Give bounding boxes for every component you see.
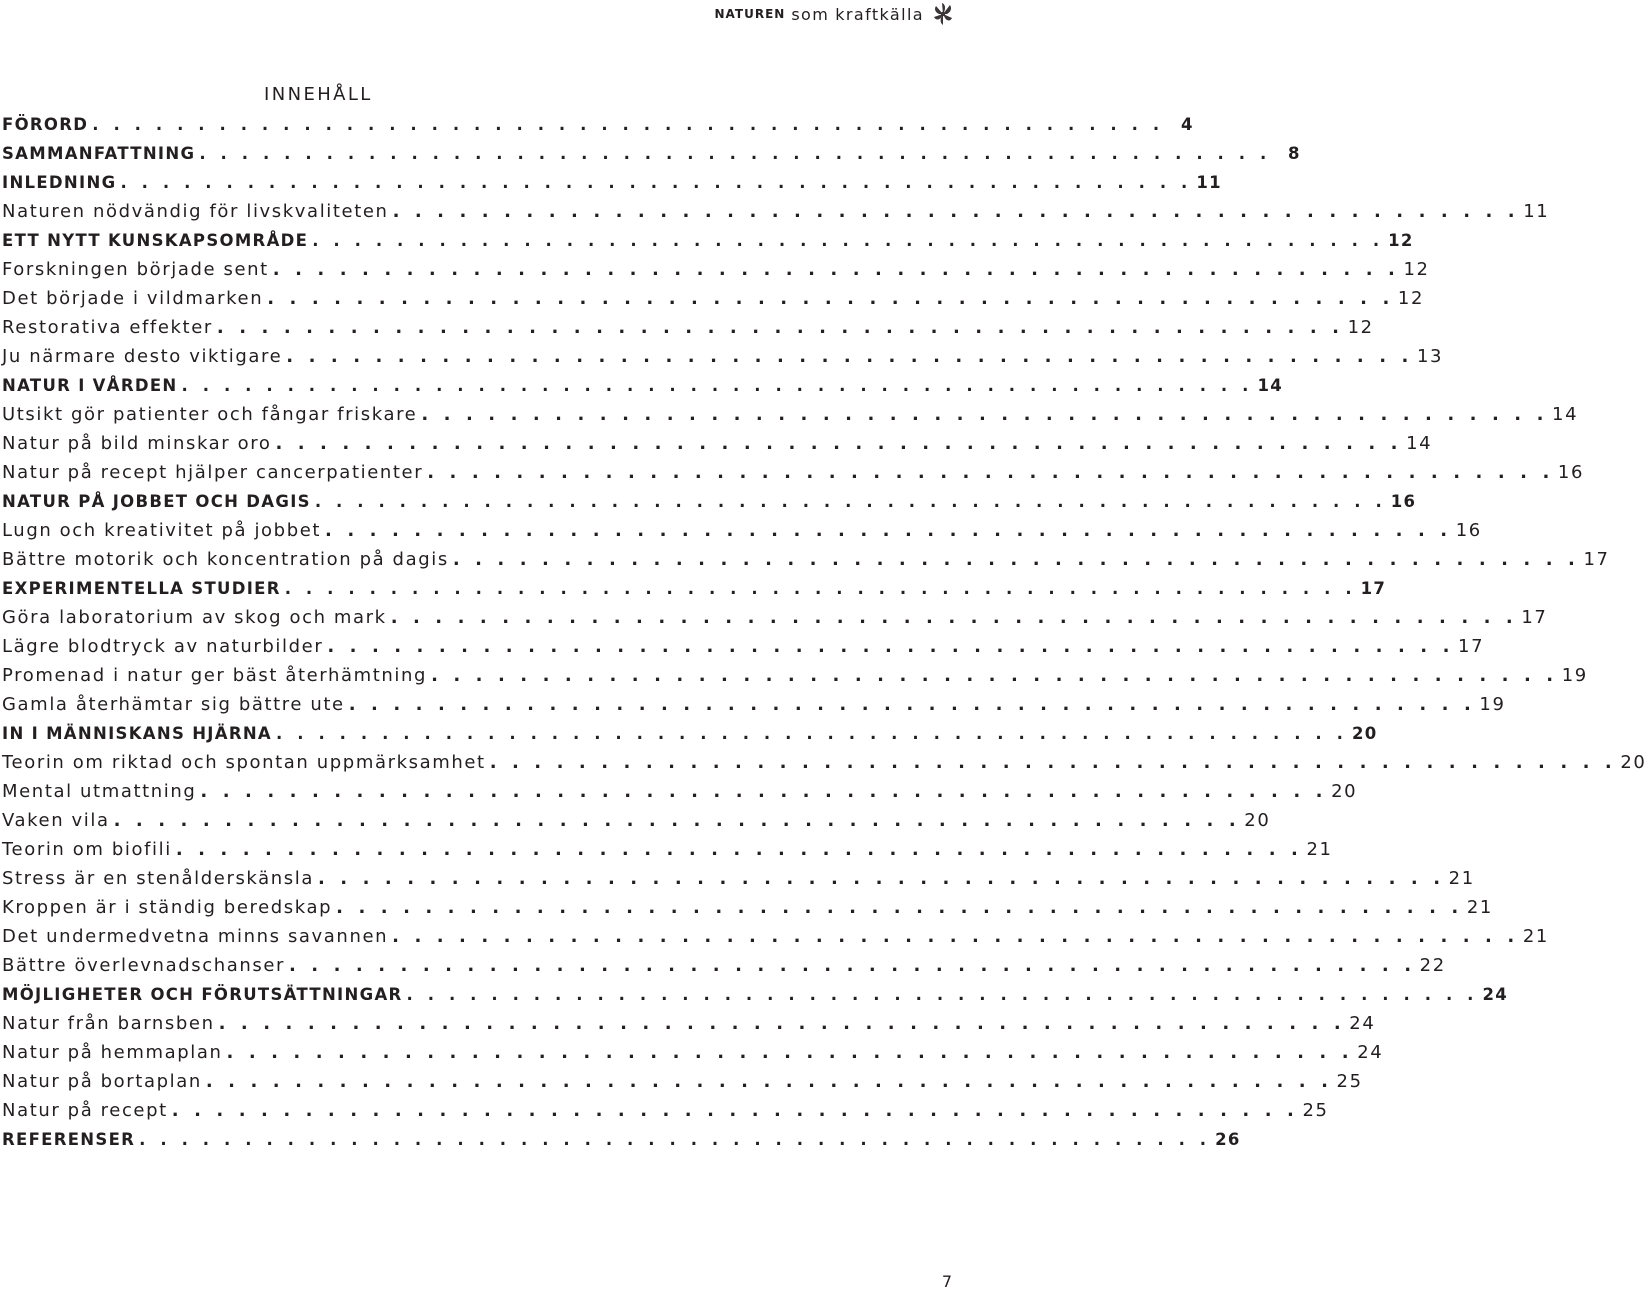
toc-subsection-entry[interactable] [2,400,1579,429]
toc-subsection-entry[interactable] [2,197,1550,226]
toc-entry-title: Lägre blodtryck av naturbilder [2,636,324,657]
toc-entry-title: Gamla återhämtar sig bättre ute [2,694,345,715]
toc-entry-page-number: 17 [1521,607,1548,628]
leaf-cluster-icon [930,2,956,26]
toc-entry-page-number: 17 [1458,636,1485,657]
toc-dot-leader: . . . . . . . . . . . . . . . . . . . . . . . . . . . . . . . . . . . . . . . . . . . . . . . . . . . [390,607,1518,628]
toc-entry-page-number: 16 [1390,492,1417,511]
toc-dot-leader: . . . . . . . . . . . . . . . . . . . . . . . . . . . . . . . . . . . . . . . . . . . . . . . . . . . [452,549,1580,570]
toc-subsection-entry[interactable] [2,516,1482,545]
toc-entry-title: Natur på hemmaplan [2,1042,223,1063]
toc-entry-title: SAMMANFATTNING [2,144,196,163]
toc-dot-leader: . . . . . . . . . . . . . . . . . . . . . . . . . . . . . . . . . . . . . . . . . . . . . . . . . . . [276,724,1348,743]
toc-subsection-entry[interactable] [2,777,1358,806]
toc-dot-leader: . . . . . . . . . . . . . . . . . . . . . . . . . . . . . . . . . . . . . . . . . . . . . . . . . . . [312,231,1384,250]
toc-section-entry[interactable] [2,226,1414,255]
toc-subsection-entry[interactable] [2,429,1433,458]
toc-entry-page-number: 20 [1331,781,1358,802]
toc-dot-leader: . . . . . . . . . . . . . . . . . . . . . . . . . . . . . . . . . . . . . . . . . . . . . . . . . . . [336,897,1463,918]
toc-dot-leader: . . . . . . . . . . . . . . . . . . . . . . . . . . . . . . . . . . . . . . . . . . . . . . . . . . . [406,985,1479,1004]
toc-subsection-entry[interactable] [2,690,1506,719]
toc-entry-page-number: 24 [1357,1042,1384,1063]
toc-entry-page-number: 17 [1583,549,1610,570]
toc-entry-page-number: 12 [1403,259,1430,280]
toc-entry-page-number: 26 [1215,1130,1241,1149]
toc-entry-page-number: 20 [1351,724,1378,743]
toc-entry-title: Bättre motorik och koncentration på dagis [2,549,449,570]
toc-dot-leader: . . . . . . . . . . . . . . . . . . . . . . . . . . . . . . . . . . . . . . . . . . . . . . . . . . . [284,579,1357,598]
toc-entry-page-number: 24 [1482,985,1509,1004]
toc-entry-title: Det började i vildmarken [2,288,264,309]
toc-subsection-entry[interactable] [2,1038,1384,1067]
toc-dot-leader: . . . . . . . . . . . . . . . . . . . . . . . . . . . . . . . . . . . . . . . . . . . . . . . . . . . [175,839,1303,860]
header-title-word-3: kraftkälla [835,4,924,24]
toc-section-entry[interactable] [2,719,1378,748]
toc-entry-title: Stress är en stenålderskänsla [2,868,314,889]
toc-dot-leader: . . . . . . . . . . . . . . . . . . . . . . . . . . . . . . . . . . . . . . . . . . . . . . . . . . . [226,1042,1354,1063]
toc-entry-title: Promenad i natur ger bäst återhämtning [2,665,428,686]
toc-entry-title: Det undermedvetna minns savannen [2,926,389,947]
toc-entry-title: Naturen nödvändig för livskvaliteten [2,201,389,222]
toc-entry-title: Bättre överlevnadschanser [2,955,285,976]
toc-subsection-entry[interactable] [2,835,1333,864]
toc-entry-title: Teorin om riktad och spontan uppmärksamhet [2,752,486,773]
toc-dot-leader: . . . . . . . . . . . . . . . . . . . . . . . . . . . . . . . . . . . . . . . . . . . . . . . . . . . [120,173,1192,192]
toc-section-entry[interactable] [2,168,1222,197]
toc-entry-page-number: 16 [1455,520,1482,541]
toc-section-entry[interactable] [2,574,1387,603]
toc-dot-leader: . . . . . . . . . . . . . . . . . . . . . . . . . . . . . . . . . . . . . . . . . . . . . . . . . . . [92,115,1164,134]
toc-entry-title: Lugn och kreativitet på jobbet [2,520,322,541]
toc-entry-title: MÖJLIGHETER OCH FÖRUTSÄTTNINGAR [2,985,403,1004]
toc-entry-page-number: 8 [1288,144,1301,163]
toc-dot-leader: . . . . . . . . . . . . . . . . . . . . . . . . . . . . . . . . . . . . . . . . . . . . . . . . . . . [272,259,1400,280]
toc-entry-title: ETT NYTT KUNSKAPSOMRÅDE [2,231,309,250]
toc-dot-leader: . . . . . . . . . . . . . . . . . . . . . . . . . . . . . . . . . . . . . . . . . . . . . . . . . . . [348,694,1476,715]
toc-dot-leader: . . . . . . . . . . . . . . . . . . . . . . . . . . . . . . . . . . . . . . . . . . . . . . . . . . . [325,520,1452,541]
toc-entry-page-number: 11 [1196,173,1222,192]
table-of-contents [2,110,1646,1154]
toc-entry-title: Natur från barnsben [2,1013,215,1034]
toc-heading: INNEHÅLL [264,84,373,105]
toc-entry-page-number: 11 [1523,201,1550,222]
toc-entry-page-number: 14 [1552,404,1579,425]
toc-entry-page-number: 14 [1257,376,1284,395]
toc-subsection-entry[interactable] [2,255,1430,284]
toc-entry-title: Forskningen började sent [2,259,269,280]
toc-section-entry[interactable] [2,487,1417,516]
toc-dot-leader: . . . . . . . . . . . . . . . . . . . . . . . . . . . . . . . . . . . . . . . . . . . . . . . . . . . [427,462,1554,483]
toc-entry-page-number: 21 [1306,839,1333,860]
toc-entry-page-number: 17 [1360,579,1387,598]
toc-entry-page-number: 20 [1620,752,1646,773]
toc-subsection-entry[interactable] [2,632,1485,661]
toc-section-entry[interactable] [2,371,1284,400]
toc-entry-title: Kroppen är i ständig beredskap [2,897,333,918]
toc-entry-page-number: 19 [1479,694,1506,715]
toc-entry-title: NATUR PÅ JOBBET OCH DAGIS [2,492,311,511]
toc-entry-title: NATUR I VÅRDEN [2,376,178,395]
toc-entry-page-number: 22 [1419,955,1446,976]
toc-entry-page-number: 25 [1302,1100,1329,1121]
toc-dot-leader: . . . . . . . . . . . . . . . . . . . . . . . . . . . . . . . . . . . . . . . . . . . . . . . . . . . [218,1013,1346,1034]
toc-entry-title: Teorin om biofili [2,839,172,860]
toc-entry-page-number: 25 [1336,1071,1363,1092]
toc-subsection-entry[interactable] [2,806,1271,835]
toc-entry-page-number: 16 [1557,462,1584,483]
toc-subsection-entry[interactable] [2,313,1374,342]
toc-entry-page-number: 21 [1522,926,1549,947]
toc-entry-title: Vaken vila [2,810,110,831]
toc-dot-leader: . . . . . . . . . . . . . . . . . . . . . . . . . . . . . . . . . . . . . . . . . . . . . . . . . . . [275,433,1403,454]
toc-entry-title: Natur på bild minskar oro [2,433,272,454]
toc-dot-leader: . . . . . . . . . . . . . . . . . . . . . . . . . . . . . . . . . . . . . . . . . . . . . . . . . . . [421,404,1549,425]
page-number: 7 [941,1272,952,1291]
toc-entry-title: REFERENSER [2,1130,136,1149]
toc-entry-page-number: 21 [1466,897,1493,918]
toc-subsection-entry[interactable] [2,748,1646,777]
toc-entry-title: Natur på bortaplan [2,1071,202,1092]
toc-dot-leader: . . . . . . . . . . . . . . . . . . . . . . . . . . . . . . . . . . . . . . . . . . . . . . . . . . . [200,781,1328,802]
toc-entry-page-number: 4 [1180,115,1194,134]
toc-entry-title: FÖRORD [2,115,89,134]
toc-entry-title: Göra laboratorium av skog och mark [2,607,387,628]
toc-subsection-entry[interactable] [2,458,1584,487]
toc-dot-leader: . . . . . . . . . . . . . . . . . . . . . . . . . . . . . . . . . . . . . . . . . . . . . . . . . . . [327,636,1455,657]
toc-entry-title: INLEDNING [2,173,117,192]
toc-dot-leader: . . . . . . . . . . . . . . . . . . . . . . . . . . . . . . . . . . . . . . . . . . . . . . . . . . . [267,288,1394,309]
toc-subsection-entry[interactable] [2,603,1548,632]
toc-entry-page-number: 12 [1388,231,1414,250]
toc-entry-page-number: 12 [1347,317,1374,338]
toc-dot-leader: . . . . . . . . . . . . . . . . . . . . . . . . . . . . . . . . . . . . . . . . . . . . . . . . . . . [431,665,1558,686]
toc-subsection-entry[interactable] [2,284,1425,313]
toc-subsection-entry[interactable] [2,864,1475,893]
toc-dot-leader: . . . . . . . . . . . . . . . . . . . . . . . . . . . . . . . . . . . . . . . . . . . . . . . . . . . [139,1130,1211,1149]
toc-entry-title: EXPERIMENTELLA STUDIER [2,579,281,598]
toc-entry-title: IN I MÄNNISKANS HJÄRNA [2,724,273,743]
toc-section-entry[interactable] [2,1125,1241,1154]
toc-entry-title: Utsikt gör patienter och fångar friskare [2,404,418,425]
toc-dot-leader: . . . . . . . . . . . . . . . . . . . . . . . . . . . . . . . . . . . . . . . . . . . . . . . . . . . [286,346,1413,367]
toc-dot-leader: . . . . . . . . . . . . . . . . . . . . . . . . . . . . . . . . . . . . . . . . . . . . . . . . . . . [314,492,1387,511]
toc-section-entry[interactable] [2,139,1301,168]
toc-section-entry[interactable] [2,110,1194,139]
toc-entry-title: Restorativa effekter [2,317,213,338]
toc-dot-leader: . . . . . . . . . . . . . . . . . . . . . . . . . . . . . . . . . . . . . . . . . . . . . . . . . . . [317,868,1445,889]
toc-subsection-entry[interactable] [2,1067,1363,1096]
toc-subsection-entry[interactable] [2,661,1588,690]
toc-subsection-entry[interactable] [2,342,1444,371]
toc-dot-leader: . . . . . . . . . . . . . . . . . . . . . . . . . . . . . . . . . . . . . . . . . . . . . . . . . . . [171,1100,1299,1121]
toc-entry-title: Natur på recept [2,1100,168,1121]
toc-entry-page-number: 13 [1416,346,1444,367]
toc-dot-leader: . . . . . . . . . . . . . . . . . . . . . . . . . . . . . . . . . . . . . . . . . . . . . . . . . . . [489,752,1617,773]
toc-subsection-entry[interactable] [2,545,1610,574]
toc-dot-leader: . . . . . . . . . . . . . . . . . . . . . . . . . . . . . . . . . . . . . . . . . . . . . . . . . . . [216,317,1344,338]
toc-subsection-entry[interactable] [2,1009,1376,1038]
toc-dot-leader: . . . . . . . . . . . . . . . . . . . . . . . . . . . . . . . . . . . . . . . . . . . . . . . . . . . [289,955,1416,976]
toc-entry-page-number: 21 [1448,868,1475,889]
header-title-word-2: som [791,4,830,24]
toc-dot-leader: . . . . . . . . . . . . . . . . . . . . . . . . . . . . . . . . . . . . . . . . . . . . . . . . . . . [113,810,1241,831]
toc-entry-title: Mental utmattning [2,781,197,802]
toc-entry-page-number: 24 [1349,1013,1376,1034]
running-header [715,2,957,26]
toc-dot-leader: . . . . . . . . . . . . . . . . . . . . . . . . . . . . . . . . . . . . . . . . . . . . . . . . . . . [181,376,1254,395]
toc-dot-leader: . . . . . . . . . . . . . . . . . . . . . . . . . . . . . . . . . . . . . . . . . . . . . . . . . . . [199,144,1271,163]
toc-entry-page-number: 12 [1397,288,1425,309]
toc-entry-title: Ju närmare desto viktigare [2,346,283,367]
toc-entry-page-number: 14 [1406,433,1433,454]
toc-section-entry[interactable] [2,980,1509,1009]
toc-dot-leader: . . . . . . . . . . . . . . . . . . . . . . . . . . . . . . . . . . . . . . . . . . . . . . . . . . . [392,926,1519,947]
toc-subsection-entry[interactable] [2,893,1493,922]
toc-entry-title: Natur på recept hjälper cancerpatienter [2,462,424,483]
toc-dot-leader: . . . . . . . . . . . . . . . . . . . . . . . . . . . . . . . . . . . . . . . . . . . . . . . . . . . [392,201,1520,222]
header-title-word-1: NATUREN [714,7,786,21]
toc-entry-page-number: 20 [1244,810,1271,831]
toc-subsection-entry[interactable] [2,1096,1329,1125]
toc-subsection-entry[interactable] [2,951,1446,980]
toc-subsection-entry[interactable] [2,922,1549,951]
toc-entry-page-number: 19 [1561,665,1588,686]
toc-dot-leader: . . . . . . . . . . . . . . . . . . . . . . . . . . . . . . . . . . . . . . . . . . . . . . . . . . . [205,1071,1333,1092]
